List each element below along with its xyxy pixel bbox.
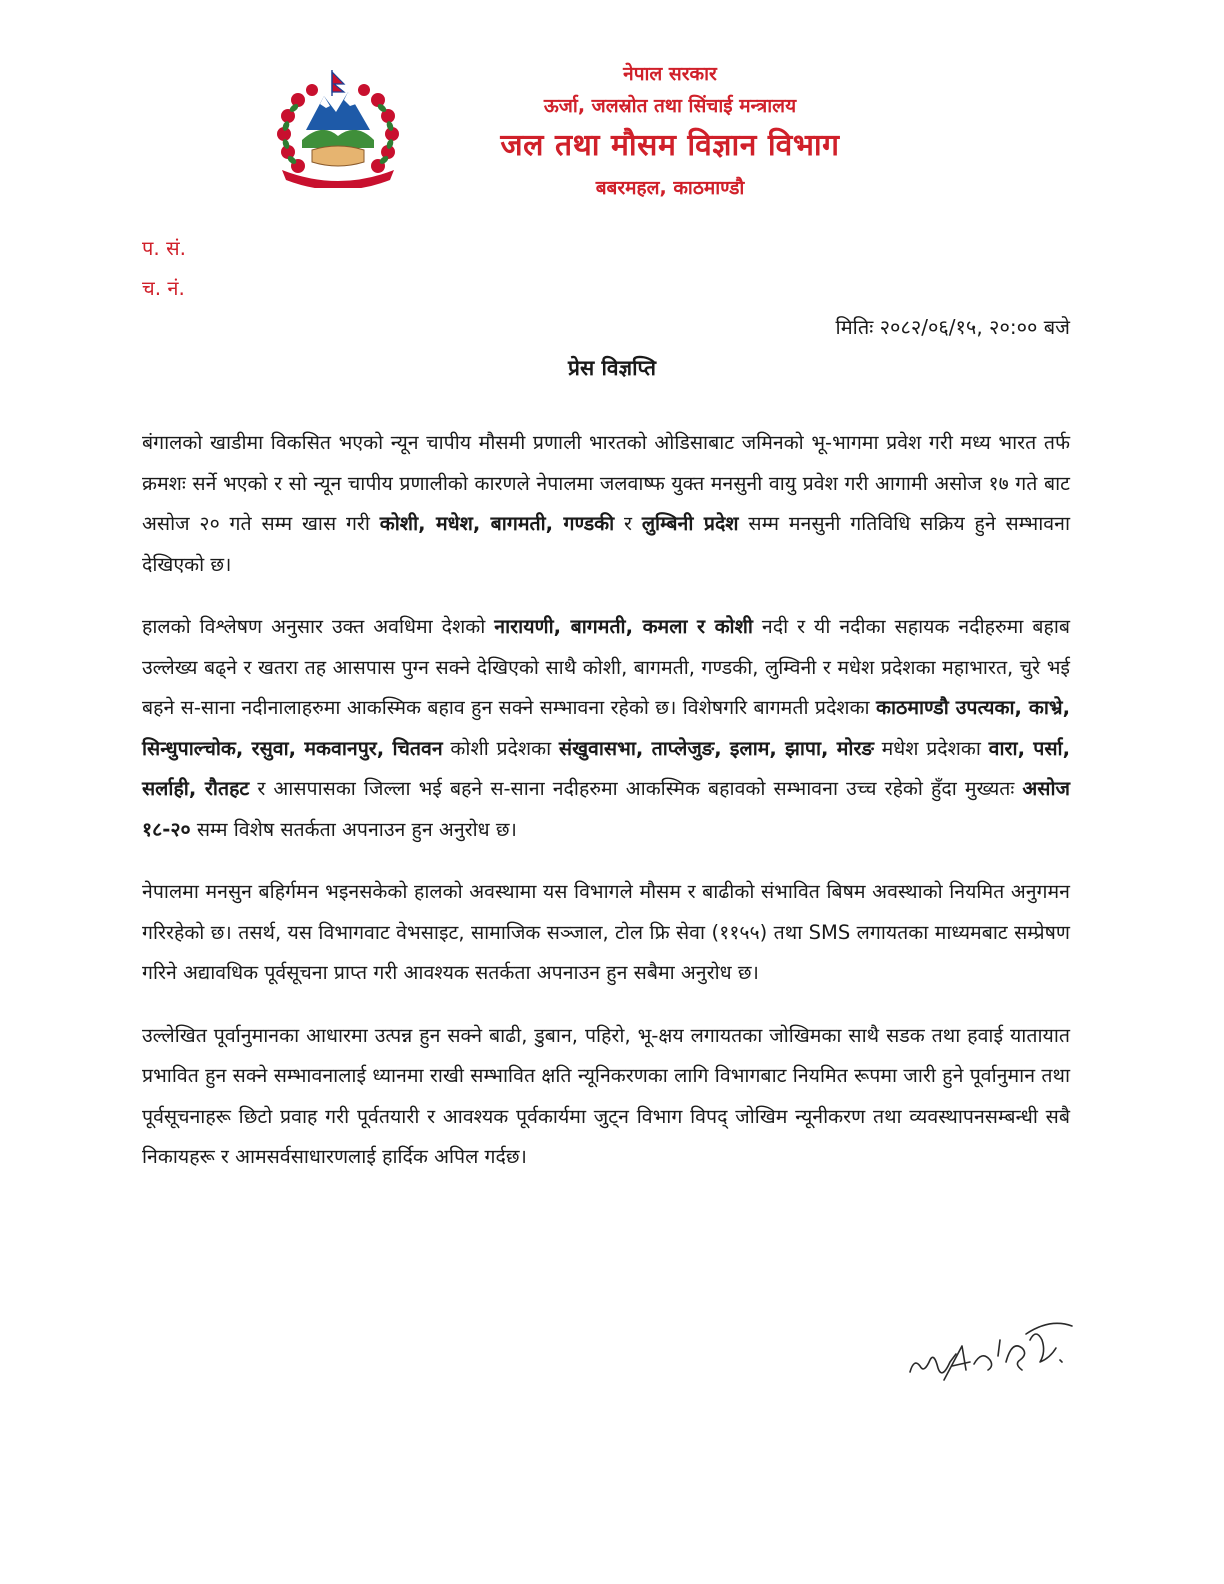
office-address: बबरमहल, काठमाण्डौ (595, 177, 745, 199)
paragraph-bold-text: काठमाण्डौ उपत्यका, काभ्रे, सिन्धुपाल्चोक, रसुवा, मकवानपुर, चितवन (142, 696, 1070, 760)
department-name: जल तथा मौसम विज्ञान विभाग (500, 128, 840, 163)
paragraph-bold-text: असोज १८-२० (142, 777, 1070, 841)
paragraph-text: कोशी प्रदेशका (442, 736, 559, 760)
paragraph-bold-text: लुम्बिनी प्रदेश (641, 512, 739, 535)
paragraph-text: हालको विश्लेषण अनुसार उक्त अवधिमा देशको (142, 615, 495, 638)
paragraph-text: सम्म मनसुनी गतिविधि सक्रिय हुने सम्भावना देखिएको छ। (142, 512, 1070, 576)
paragraph-4: उल्लेखित पूर्वानुमानका आधारमा उत्पन्न हुन सक्ने बाढी, डुबान, पहिरो, भू-क्षय लगायतका जोखिमका साथै सडक तथा हवाई यातायात प्रभावित हुन सक्ने सम्भावनालाई ध्यानमा राखी सम्भावित क्षति न्यूनिकरणका लागि विभागबाट नियमित रूपमा जारी हुने पूर्वानुमान तथा पूर्वसूचनाहरू छिटो प्रवाह गरी पूर्वतयारी र आवश्यक पूर्वकार्यमा जुट्न विभाग विपद् जोखिम न्यूनीकरण तथा व्यवस्थापनसम्बन्धी सबै निकायहरू र आमसर्वसाधारणलाई हार्दिक अपिल गर्दछ। (142, 1023, 1070, 1168)
paragraph-text: सम्म विशेष सतर्कता अपनाउन हुन अनुरोध छ। (190, 817, 517, 841)
letter-number-label: प. सं. (142, 236, 186, 260)
paragraph-bold-text: कोशी, मधेश, बागमती, गण्डकी (379, 512, 615, 535)
paragraph-text: र आसपासका जिल्ला भई बहने स-साना नदीहरुमा आकस्मिक बहावको सम्भावना उच्च रहेको हुँदा मुख्यतः (249, 777, 1023, 800)
paragraph-text: मधेश प्रदेशका (873, 736, 989, 760)
paragraph-2 (142, 607, 1070, 850)
document-body (142, 423, 1070, 1200)
paragraph-text: नदी र यी नदीका सहायक नदीहरुमा बहाब उल्लेख्य बढ्ने र खतरा तह आसपास पुग्न सक्ने देखिएको साथै कोशी, बागमती, गण्डकी, लुम्विनी र मधेश प्रदेशका महाभारत, चुरे भई बहने स-साना नदीनालाहरुमा आकस्मिक बहाव हुन सक्ने सम्भावना रहेको छ। विशेषगरि बागमती प्रदेशका (142, 615, 1071, 719)
paragraph-1 (142, 423, 1070, 585)
letterhead (470, 58, 870, 206)
paragraph-bold-text: वारा, पर्सा, सर्लाही, रौतहट (142, 736, 1070, 800)
paragraph-text: र (614, 512, 642, 535)
paragraph-text: बंगालको खाडीमा विकसित भएको न्यून चापीय मौसमी प्रणाली भारतको ओडिसाबाट जमिनको भू-भागमा प्रवेश गरी मध्य भारत तर्फ क्रमशः सर्ने भएको र सो न्यून चापीय प्रणालीको कारणले नेपालमा जलवाष्फ युक्त मनसुनी वायु प्रवेश गरी आगामी असोज १७ गते बाट असोज २० गते सम्म खास गरी (142, 431, 1070, 535)
ministry-name: ऊर्जा, जलस्रोत तथा सिंचाई मन्त्रालय (543, 95, 797, 117)
paragraph-bold-text: नारायणी, बागमती, कमला र कोशी (494, 615, 753, 638)
dispatch-number-label: च. नं. (142, 276, 185, 300)
nepal-government-emblem-icon (272, 66, 404, 188)
paragraph-3: नेपालमा मनसुन बहिर्गमन भइनसकेको हालको अवस्थामा यस विभागले मौसम र बाढीको संभावित बिषम अवस्थाको नियमित अनुगमन गरिरहेको छ। तसर्थ, यस विभागवाट वेभसाइट, सामाजिक सञ्जाल, टोल फ्रि सेवा (११५५) तथा SMS लगायतका माध्यमबाट सम्प्रेषण गरिने अद्यावधिक पूर्वसूचना प्राप्त गरी आवश्यक सतर्कता अपनाउन हुन सबैमा अनुरोध छ। (142, 880, 1070, 984)
document-title: प्रेस विज्ञप्ति (568, 356, 656, 380)
paragraph-bold-text: संखुवासभा, ताप्लेजुङ, इलाम, झापा, मोरङ (558, 736, 874, 760)
issue-date: मितिः २०८२/०६/१५, २०:०० बजे (835, 315, 1070, 339)
government-name: नेपाल सरकार (623, 63, 717, 85)
handwritten-signature-icon (900, 1300, 1080, 1400)
